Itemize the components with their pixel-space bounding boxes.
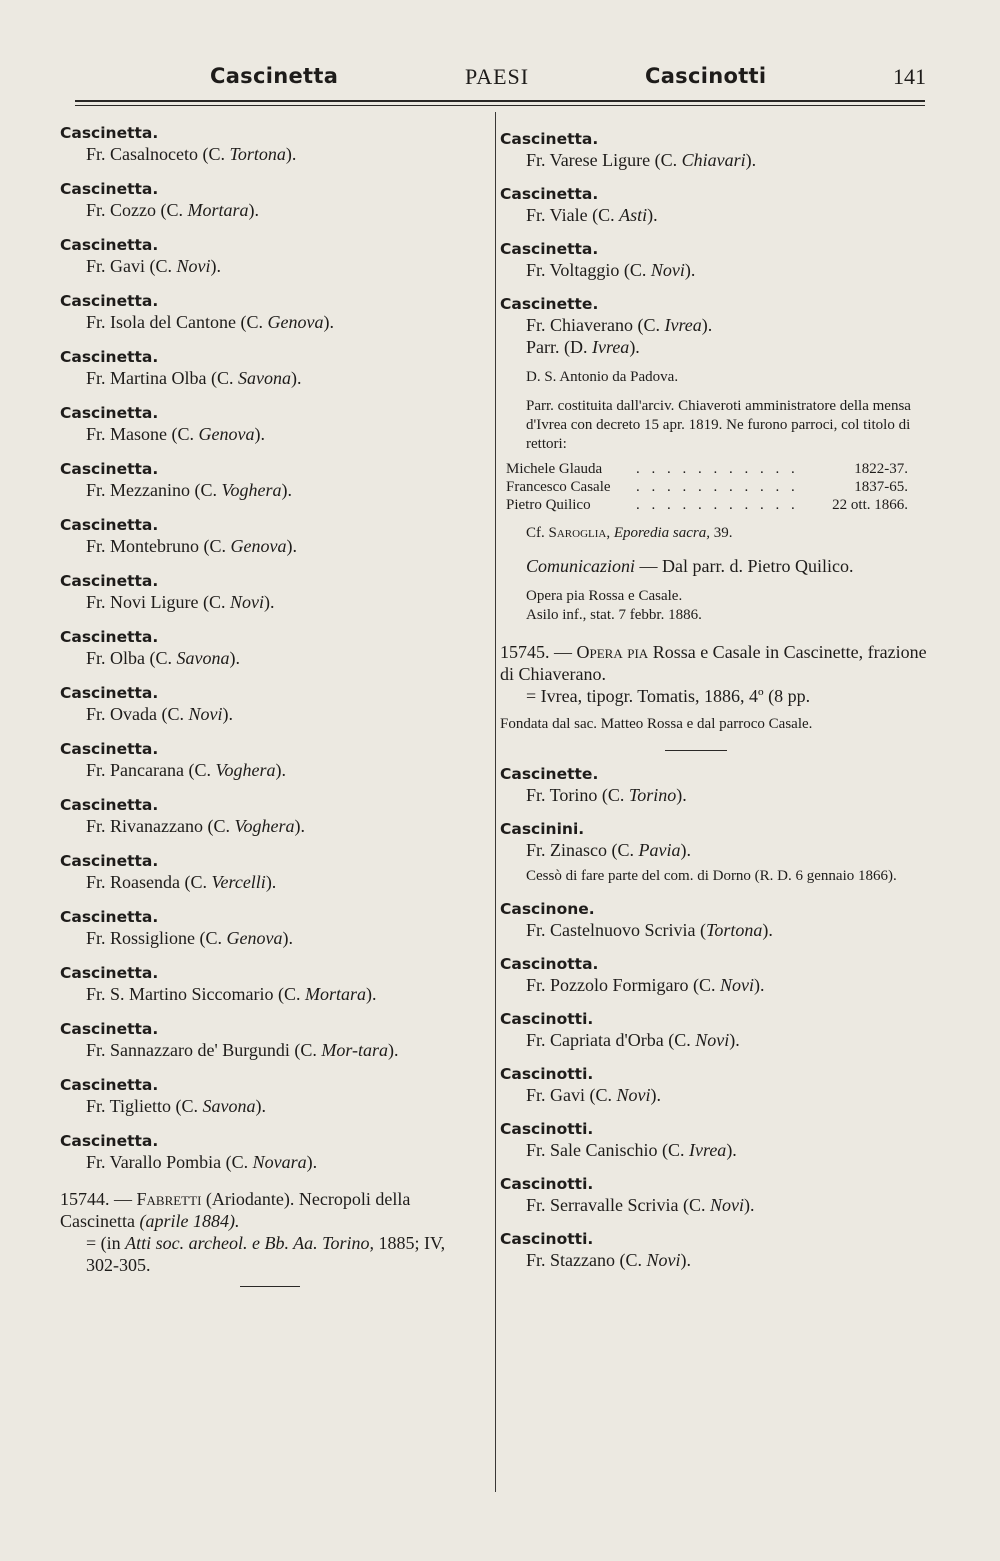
paren-close: ). — [323, 312, 334, 332]
frazione-line — [60, 647, 480, 669]
paren-close: ). — [222, 704, 233, 724]
citation — [500, 524, 930, 543]
frazione-name: Fr. Ovada — [86, 704, 157, 724]
locality-entry — [500, 1230, 930, 1271]
parish-dedication: D. S. Antonio da Padova. — [526, 369, 679, 385]
comune-name: Genova — [226, 928, 283, 948]
frazione-line — [500, 919, 930, 941]
frazione-name: Fr. Voltaggio — [526, 260, 620, 280]
locality-name: Cascinetta. — [60, 964, 159, 982]
dot-leader: . . . . . . . . . . . — [636, 479, 799, 495]
locality-entry — [500, 900, 930, 941]
comune-name: Mortara — [187, 200, 249, 220]
locality-name: Cascinotti. — [500, 1175, 594, 1193]
page-number: 141 — [893, 64, 926, 89]
bib-pages: 1885; IV, 302-305. — [86, 1233, 446, 1275]
paren-close: ). — [290, 368, 302, 388]
comune-name: Genova — [198, 424, 255, 444]
locality-entry — [60, 292, 480, 333]
paren-open: (C. — [693, 975, 720, 995]
locality-name: Cascinetta. — [60, 348, 159, 366]
frazione-name: Fr. Castelnuovo Scrivia — [526, 920, 696, 940]
locality-entry — [60, 796, 480, 837]
header-rule-thin — [75, 105, 925, 106]
frazione-name: Fr. S. Martino Siccomario — [86, 984, 274, 1004]
paren-close: ). — [650, 1085, 662, 1105]
comune-name: Tortona — [229, 144, 286, 164]
frazione-line — [500, 314, 930, 336]
column-divider — [495, 112, 496, 1492]
frazione-line — [500, 149, 930, 171]
comune-name: Genova — [230, 536, 287, 556]
paren-open: (C. — [199, 928, 227, 948]
comune-name: Genova — [267, 312, 324, 332]
paren-open: ( — [700, 920, 706, 940]
frazione-line — [500, 259, 930, 281]
locality-entry — [500, 240, 930, 281]
locality-name: Cascinotti. — [500, 1010, 594, 1028]
frazione-line — [60, 1151, 480, 1173]
comune-name: Mortara — [305, 984, 367, 1004]
frazione-name: Fr. Martina Olba — [86, 368, 207, 388]
rector-row — [506, 478, 908, 496]
paren-open: (C. — [161, 704, 189, 724]
comune-name: Savona — [176, 648, 230, 668]
paren-close: ). — [286, 536, 297, 556]
locality-name: Cascinini. — [500, 820, 585, 838]
frazione-line — [60, 311, 480, 333]
paren-close: ). — [388, 1040, 399, 1060]
left-entry-list — [60, 124, 480, 1173]
locality-name: Cascinetta. — [60, 572, 159, 590]
rector-dates: 1822-37. — [854, 461, 908, 477]
rector-dates: 1837-65. — [854, 479, 908, 495]
frazione-line — [60, 927, 480, 949]
comune-name: Novara — [252, 1152, 307, 1172]
rector-row — [506, 460, 908, 478]
paren-close: ). — [281, 480, 292, 500]
paren-open: (C. — [203, 536, 231, 556]
communication-text: — Dal parr. d. Pietro Quilico. — [639, 556, 854, 576]
paren-close: ). — [680, 840, 691, 860]
header-right-keyword: Cascinotti — [645, 64, 767, 88]
comune-name: Voghera — [215, 760, 276, 780]
paren-close: ). — [210, 256, 222, 276]
paren-open: (C. — [682, 1195, 710, 1215]
paren-close: ). — [229, 648, 241, 668]
bib-journal: Atti soc. archeol. e Bb. Aa. Torino, — [125, 1233, 374, 1253]
paren-open: (C. — [194, 480, 222, 500]
locality-entry — [500, 765, 930, 806]
locality-name: Cascinetta. — [60, 852, 159, 870]
frazione-name: Fr. Varallo Pombia — [86, 1152, 222, 1172]
frazione-line — [60, 983, 480, 1005]
parish-diocese: Ivrea — [592, 337, 630, 357]
locality-entry — [500, 955, 930, 996]
paren-open: (C. — [654, 150, 682, 170]
end-rule — [240, 1286, 300, 1287]
dot-leader: . . . . . . . . . . . — [636, 461, 799, 477]
paren-close: ). — [265, 872, 277, 892]
frazione-line — [60, 255, 480, 277]
locality-entry — [500, 130, 930, 171]
paren-close: ). — [701, 315, 713, 335]
right-column — [500, 130, 930, 1285]
bib-note: Fondata dal sac. Matteo Rossa e dal parroco Casale. — [500, 716, 813, 732]
locality-name: Cascinetta. — [60, 796, 159, 814]
paren-close: ). — [282, 928, 294, 948]
bib-author: Opera pia — [576, 642, 649, 662]
paren-close: ). — [248, 200, 260, 220]
paren-close: ). — [726, 1140, 737, 1160]
comune-name: Novi — [650, 260, 685, 280]
paren-open: (C. — [668, 1030, 696, 1050]
frazione-name: Fr. Masone — [86, 424, 167, 444]
paren-close: ). — [306, 1152, 318, 1172]
frazione-name: Fr. Zinasco — [526, 840, 607, 860]
locality-name: Cascinetta. — [60, 236, 159, 254]
bib-author: Fabretti — [136, 1189, 202, 1209]
rector-list — [500, 460, 930, 514]
bibliography-entry-15744 — [60, 1188, 480, 1276]
locality-name: Cascinotti. — [500, 1120, 594, 1138]
paren-open: (C. — [278, 984, 305, 1004]
locality-entry — [60, 124, 480, 165]
locality-name: Cascinetta. — [60, 1076, 159, 1094]
bib-author-rest: (Ariodante). Necropoli della Cascinetta — [60, 1189, 411, 1231]
frazione-name: Fr. Rivanazzano — [86, 816, 203, 836]
paren-open: (C. — [589, 1085, 617, 1105]
bib-imprint: = Ivrea, tipogr. Tomatis, 1886, 4º (8 pp. — [526, 686, 811, 706]
locality-name: Cascinetta. — [60, 1132, 159, 1150]
locality-name: Cascinetta. — [60, 180, 159, 198]
right-bottom-entry-list — [500, 765, 930, 1271]
comune-name: Novi — [616, 1085, 651, 1105]
frazione-name: Fr. Chiaverano — [526, 315, 633, 335]
paren-open: (C. — [175, 1096, 203, 1116]
locality-name: Cascinetta. — [500, 130, 599, 148]
frazione-name: Fr. Sannazzaro de' Burgundi — [86, 1040, 290, 1060]
parish-note: Parr. costituita dall'arciv. Chiaveroti amministratore della mensa d'Ivrea con decreto 15 apr. 1819. Ne furono parroci, col titolo di rettori: — [526, 398, 911, 452]
locality-entry — [500, 1175, 930, 1216]
frazione-name: Fr. Mezzanino — [86, 480, 190, 500]
paren-close: ). — [745, 150, 757, 170]
header-rule-thick — [75, 100, 925, 102]
header-left-keyword: Cascinetta — [210, 64, 339, 88]
frazione-line — [500, 1029, 930, 1051]
paren-close: ). — [366, 984, 377, 1004]
locality-entry — [60, 852, 480, 893]
locality-name: Cascinetta. — [500, 185, 599, 203]
locality-name: Cascinetta. — [60, 460, 159, 478]
paren-close: ). — [676, 785, 687, 805]
locality-name: Cascinotti. — [500, 1230, 594, 1248]
paren-open: (C. — [149, 648, 177, 668]
comune-name: Torino — [628, 785, 677, 805]
locality-name: Cascinetta. — [60, 1020, 159, 1038]
frazione-line — [60, 143, 480, 165]
locality-name: Cascinetta. — [60, 404, 159, 422]
paren-close: ). — [647, 205, 658, 225]
comune-name: Tortona — [706, 920, 763, 940]
locality-entry — [60, 460, 480, 501]
paren-close: ). — [264, 592, 275, 612]
frazione-line — [500, 784, 930, 806]
locality-entry — [60, 684, 480, 725]
frazione-name: Fr. Rossiglione — [86, 928, 196, 948]
frazione-line — [500, 1194, 930, 1216]
locality-entry — [60, 740, 480, 781]
paren-open: (C. — [601, 785, 629, 805]
paren-close: ). — [729, 1030, 740, 1050]
locality-entry — [500, 1065, 930, 1106]
paren-close: ). — [754, 975, 765, 995]
citation-page: 39. — [713, 525, 733, 541]
frazione-name: Fr. Pancarana — [86, 760, 184, 780]
frazione-line — [500, 974, 930, 996]
charity-name: Opera pia Rossa e Casale. — [526, 588, 683, 604]
paren-open: (C. — [188, 760, 216, 780]
header-section-title: PAESI — [465, 64, 530, 89]
parish-close: ). — [629, 337, 640, 357]
frazione-line — [60, 535, 480, 557]
parish-label: Parr. (D. — [526, 337, 592, 357]
bib-number: 15744. — — [60, 1189, 132, 1209]
comune-name: Asti — [619, 205, 648, 225]
comune-name: Voghera — [234, 816, 295, 836]
locality-name: Cascinette. — [500, 765, 599, 783]
section-rule — [665, 750, 727, 751]
locality-entry — [60, 180, 480, 221]
comune-name: Novi — [176, 256, 211, 276]
bib-number: 15745. — — [500, 642, 572, 662]
locality-name: Cascinetta. — [60, 740, 159, 758]
frazione-name: Fr. Serravalle Scrivia — [526, 1195, 679, 1215]
running-header — [75, 64, 925, 100]
comune-name: Savona — [202, 1096, 256, 1116]
paren-open: (C. — [171, 424, 199, 444]
frazione-line — [500, 1249, 930, 1271]
locality-entry — [60, 628, 480, 669]
frazione-line — [500, 839, 930, 861]
frazione-line — [60, 815, 480, 837]
frazione-name: Fr. Montebruno — [86, 536, 200, 556]
comune-name: Novi — [230, 592, 264, 612]
frazione-name: Fr. Stazzano — [526, 1250, 615, 1270]
bib-date: (aprile 1884). — [139, 1211, 240, 1231]
locality-name: Cascinetta. — [60, 908, 159, 926]
comune-name: Savona — [237, 368, 291, 388]
frazione-line — [60, 759, 480, 781]
locality-name: Cascinetta. — [60, 516, 159, 534]
paren-close: ). — [294, 816, 305, 836]
locality-entry — [500, 185, 930, 226]
paren-open: (C. — [611, 840, 639, 860]
comune-name: Chiavari — [681, 150, 746, 170]
paren-open: (C. — [202, 144, 230, 164]
locality-name: Cascinetta. — [500, 240, 599, 258]
locality-name: Cascinotti. — [500, 1065, 594, 1083]
frazione-name: Fr. Cozzo — [86, 200, 156, 220]
frazione-line — [60, 1039, 480, 1061]
locality-entry — [60, 908, 480, 949]
paren-open: (C. — [592, 205, 620, 225]
locality-entry — [60, 1132, 480, 1173]
rector-row — [506, 496, 908, 514]
frazione-name: Fr. Torino — [526, 785, 598, 805]
comune-name: Vercelli — [211, 872, 266, 892]
bib-title: Rossa e Casale in Cascinette, frazione di Chiaverano. — [500, 642, 927, 684]
comune-name: Novi — [695, 1030, 730, 1050]
locality-entry — [60, 572, 480, 613]
locality-name: Cascinetta. — [60, 292, 159, 310]
entry-cascinette-chiaverano — [500, 295, 930, 625]
frazione-line — [500, 1084, 930, 1106]
bib-prefix: = (in — [86, 1233, 121, 1253]
frazione-name: Fr. Gavi — [526, 1085, 586, 1105]
locality-entry — [60, 516, 480, 557]
locality-entry — [500, 1120, 930, 1161]
comune-name: Voghera — [221, 480, 282, 500]
dot-leader: . . . . . . . . . . . — [636, 497, 799, 513]
paren-close: ). — [285, 144, 297, 164]
paren-open: (C. — [662, 1140, 689, 1160]
locality-entry — [60, 236, 480, 277]
frazione-name: Fr. Casalnoceto — [86, 144, 198, 164]
frazione-name: Fr. Tiglietto — [86, 1096, 172, 1116]
rector-name: Michele Glauda — [506, 461, 603, 477]
comune-name: Ivrea — [689, 1140, 727, 1160]
frazione-name: Fr. Olba — [86, 648, 146, 668]
frazione-name: Fr. Gavi — [86, 256, 146, 276]
locality-name: Cascinetta. — [60, 124, 159, 142]
paren-open: (C. — [240, 312, 268, 332]
paren-open: (C. — [184, 872, 212, 892]
paren-open: (C. — [210, 368, 238, 388]
paren-open: (C. — [203, 592, 230, 612]
locality-entry — [60, 964, 480, 1005]
locality-entry — [60, 348, 480, 389]
nursery-school: Asilo inf., stat. 7 febbr. 1886. — [526, 607, 702, 623]
frazione-name: Fr. Sale Canischio — [526, 1140, 658, 1160]
frazione-line — [60, 871, 480, 893]
paren-open: (C. — [225, 1152, 253, 1172]
citation-title: Eporedia sacra, — [613, 525, 710, 541]
comune-name: Ivrea — [664, 315, 702, 335]
paren-close: ). — [275, 760, 286, 780]
locality-entry — [500, 820, 930, 886]
frazione-line — [500, 204, 930, 226]
rector-name: Pietro Quilico — [506, 497, 591, 513]
frazione-line — [60, 1095, 480, 1117]
left-column — [60, 124, 480, 1297]
paren-close: ). — [255, 1096, 267, 1116]
locality-name: Cascinetta. — [60, 628, 159, 646]
frazione-line — [60, 199, 480, 221]
frazione-line — [60, 591, 480, 613]
communication — [500, 555, 930, 577]
frazione-line — [60, 423, 480, 445]
comune-name: Pavia — [638, 840, 681, 860]
frazione-line — [60, 703, 480, 725]
frazione-name: Fr. Capriata d'Orba — [526, 1030, 664, 1050]
frazione-name: Fr. Novi Ligure — [86, 592, 199, 612]
locality-name: Cascinette. — [500, 295, 599, 313]
communication-label: Comunicazioni — [526, 556, 636, 576]
rector-dates: 22 ott. 1866. — [832, 497, 908, 513]
paren-open: (C. — [149, 256, 177, 276]
paren-open: (C. — [623, 260, 651, 280]
comune-name: Novi — [188, 704, 223, 724]
right-top-entry-list — [500, 130, 930, 281]
comune-name: Novi — [720, 975, 754, 995]
paren-open: (C. — [207, 816, 235, 836]
citation-author: Saroglia, — [548, 525, 611, 541]
paren-close: ). — [743, 1195, 755, 1215]
frazione-name: Fr. Isola del Cantone — [86, 312, 236, 332]
locality-name: Cascinetta. — [60, 684, 159, 702]
locality-entry — [60, 404, 480, 445]
locality-entry — [60, 1020, 480, 1061]
locality-name: Cascinotta. — [500, 955, 599, 973]
frazione-name: Fr. Roasenda — [86, 872, 180, 892]
locality-entry — [60, 1076, 480, 1117]
paren-close: ). — [684, 260, 696, 280]
comune-name: Novi — [646, 1250, 681, 1270]
paren-open: (C. — [637, 315, 665, 335]
paren-open: (C. — [160, 200, 188, 220]
paren-close: ). — [254, 424, 265, 444]
frazione-name: Fr. Pozzolo Formigaro — [526, 975, 689, 995]
comune-name: Mor-tara — [321, 1040, 389, 1060]
locality-name: Cascinone. — [500, 900, 595, 918]
frazione-line — [500, 1139, 930, 1161]
parish-line — [500, 336, 930, 358]
citation-prefix: Cf. — [526, 525, 545, 541]
comune-name: Novi — [709, 1195, 744, 1215]
entry-note: Cessò di fare parte del com. di Dorno (R. D. 6 gennaio 1866). — [526, 868, 897, 884]
frazione-line — [60, 367, 480, 389]
rector-name: Francesco Casale — [506, 479, 611, 495]
frazione-name: Fr. Viale — [526, 205, 588, 225]
bibliography-entry-15745 — [500, 641, 930, 734]
paren-close: ). — [680, 1250, 691, 1270]
paren-close: ). — [762, 920, 773, 940]
frazione-line — [60, 479, 480, 501]
frazione-name: Fr. Varese Ligure — [526, 150, 651, 170]
paren-open: (C. — [294, 1040, 322, 1060]
paren-open: (C. — [619, 1250, 647, 1270]
locality-entry — [500, 1010, 930, 1051]
